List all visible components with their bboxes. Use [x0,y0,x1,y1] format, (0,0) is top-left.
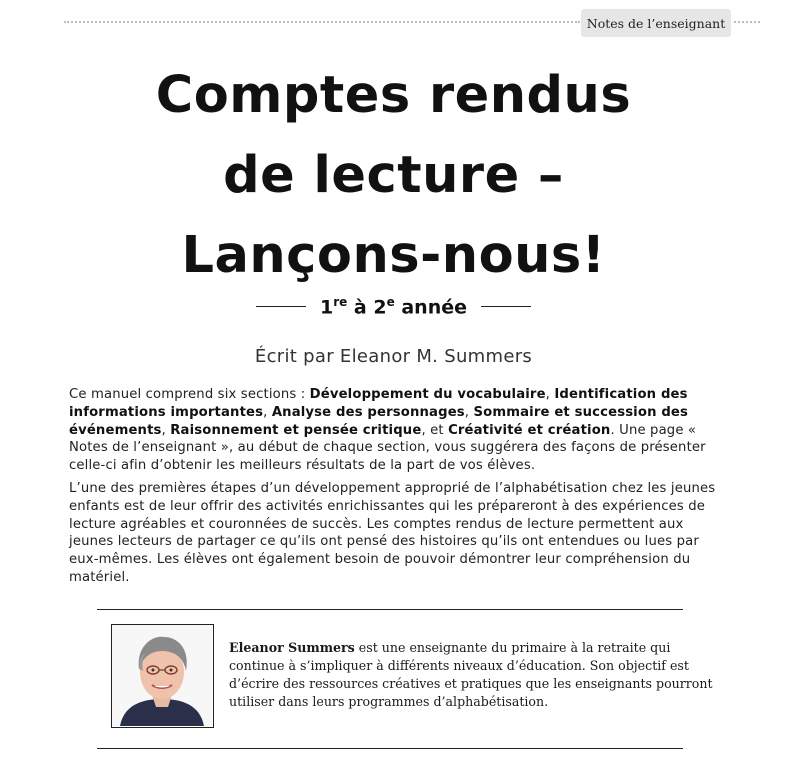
bio-divider-bottom [97,748,683,749]
section-name-1: Développement du vocabulaire [309,387,546,402]
intro-separator-3: , [464,404,474,420]
section-name-2: Identification des informations importantes [69,387,688,420]
grade-rule-left [256,306,306,307]
grade-banner [0,295,787,318]
section-name-6: Créativité et création [448,422,611,438]
grade-first-superscript: re [333,295,348,309]
title-line-1: Comptes rendus [155,66,632,125]
section-name-5: Raisonnement et pensée critique [170,422,422,438]
author-bio-text: est une enseignante du primaire à la retraite qui continue à s’impliquer à différents niveaux d’éducation. Son objectif est d’écrire des ressources créatives et pratiques que les enseignants pourront utiliser dans leurs programmes d’alphabétisation. [229,640,713,709]
grade-first-number: 1 [320,296,334,319]
intro-paragraph [69,386,729,475]
header-dotted-rule-right [734,21,760,23]
author-bio [229,639,719,711]
intro-separator-1: , [545,387,555,402]
author-name: Eleanor Summers [229,640,355,655]
grade-rule-right [481,306,531,307]
intro-separator-4: , [161,422,171,438]
title-line-2: de lecture – [223,146,564,205]
intro-separator-5: , et [421,422,449,438]
bio-divider-top [97,609,683,610]
title-line-3: Lançons-nous! [181,226,606,285]
literacy-paragraph: L’une des premières étapes d’un développement approprié de l’alphabétisation chez les jeunes enfants est de leur offrir des activités enrichissantes qui les prépareront à des expériences de lecture agréables et couronnées de succès. Les comptes rendus de lecture permettent aux jeunes lecteurs de partager ce qu’ils ont pensé des histoires qu’ils ont entendues ou lues par eux-mêmes. Les élèves ont également besoin de pouvoir démontrer leur compréhension du matériel. [69,481,716,585]
grade-level [320,295,467,318]
intro-tail: . Une page « Notes de l’enseignant », au début de chaque section, vous suggérera des façons de présenter celle-ci afin d’obtenir les meilleurs résultats de la part de vos élèves. [69,422,706,474]
author-portrait-icon [112,625,212,726]
section-name-3: Analyse des personnages [271,404,465,420]
section-name-4: Sommaire et succession des événements [69,404,689,438]
grade-connector: à [347,296,374,319]
intro-separator-2: , [263,404,272,420]
header-dotted-rule-left [64,21,580,23]
grade-second-number: 2 [373,296,387,319]
section-tab-label: Notes de l’enseignant [586,15,726,31]
author-photo [111,624,214,728]
grade-suffix: année [394,296,467,319]
intro-lead: Ce manuel comprend six sections : [69,387,310,402]
grade-second-superscript: e [386,295,395,309]
page-title [0,56,787,296]
section-tab [581,9,731,37]
author-byline: Écrit par Eleanor M. Summers [254,346,533,367]
